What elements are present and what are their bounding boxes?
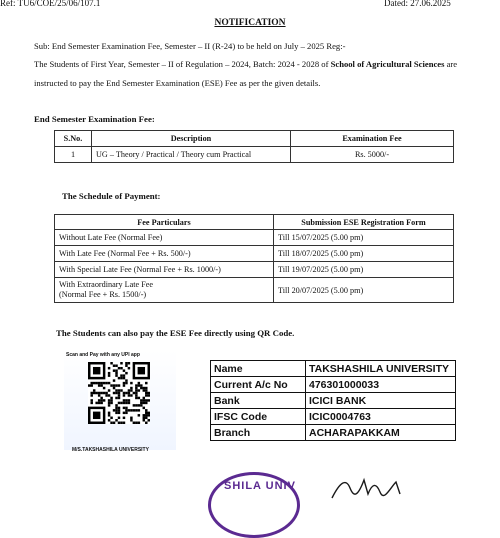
fee-col-fee: Examination Fee xyxy=(291,131,454,147)
schedule-cell-particular: With Late Fee (Normal Fee + Rs. 500/-) xyxy=(55,246,274,262)
fee-table xyxy=(54,130,454,163)
table-row xyxy=(211,393,456,409)
table-row xyxy=(55,246,454,262)
body-text-1: The Students of First Year, Semester – II of Regulation – 2024, Batch: 2024 - 2028 of xyxy=(34,59,331,69)
schedule-table xyxy=(54,214,454,303)
table-row xyxy=(55,230,454,246)
payment-value: ACHARAPAKKAM xyxy=(306,425,456,441)
payment-label: Bank xyxy=(211,393,306,409)
scan-text: Scan and Pay with any UPI app xyxy=(66,352,140,358)
payment-label: Current A/c No xyxy=(211,377,306,393)
body-paragraph xyxy=(34,55,474,93)
schedule-heading: The Schedule of Payment: xyxy=(62,191,161,201)
school-name: School of Agricultural Sciences xyxy=(330,59,445,69)
payment-label: Branch xyxy=(211,425,306,441)
payment-value: ICICI BANK xyxy=(306,393,456,409)
payment-label: Name xyxy=(211,361,306,377)
reference-number: Ref: TU6/COE/25/06/107.1 xyxy=(0,0,101,8)
schedule-table-header xyxy=(55,215,454,230)
table-row xyxy=(55,262,454,278)
fee-cell-sno: 1 xyxy=(55,147,92,163)
schedule-cell-particular: Without Late Fee (Normal Fee) xyxy=(55,230,274,246)
fee-heading: End Semester Examination Fee: xyxy=(34,114,155,124)
payment-value: 476301000033 xyxy=(306,377,456,393)
schedule-cell-particular: With Extraordinary Late Fee (Normal Fee + Rs. 1500/-) xyxy=(55,278,274,303)
fee-cell-amount: Rs. 5000/- xyxy=(291,147,454,163)
schedule-cell-deadline: Till 20/07/2025 (5.00 pm) xyxy=(274,278,454,303)
table-row xyxy=(211,361,456,377)
table-row xyxy=(55,278,454,303)
fee-table-header xyxy=(55,131,454,147)
payment-value: ICIC0004763 xyxy=(306,409,456,425)
payment-value: TAKSHASHILA UNIVERSITY xyxy=(306,361,456,377)
schedule-col-particulars: Fee Particulars xyxy=(55,215,274,230)
payment-details-table xyxy=(210,360,456,441)
body-text-2: are instructed to pay the End Semester Examination (ESE) Fee as per the given details. xyxy=(34,59,458,88)
schedule-col-submission: Submission ESE Registration Form xyxy=(274,215,454,230)
table-row xyxy=(211,377,456,393)
page-title: NOTIFICATION xyxy=(214,18,286,28)
signature-icon xyxy=(330,474,410,500)
schedule-cell-deadline: Till 19/07/2025 (5.00 pm) xyxy=(274,262,454,278)
qr-heading: The Students can also pay the ESE Fee directly using QR Code. xyxy=(56,328,295,338)
date: Dated: 27.06.2025 xyxy=(384,0,451,8)
payment-label: IFSC Code xyxy=(211,409,306,425)
table-row xyxy=(211,425,456,441)
qr-code-icon[interactable] xyxy=(88,362,150,424)
payee-name: M/S.TAKSHASHILA UNIVERSITY xyxy=(72,447,149,453)
seal-text: SHILA UNIV xyxy=(224,480,296,492)
subject-line: Sub: End Semester Examination Fee, Semester – II (R-24) to be held on July – 2025 Reg:- xyxy=(34,41,346,51)
table-row xyxy=(211,409,456,425)
table-row xyxy=(55,147,454,163)
schedule-cell-deadline: Till 18/07/2025 (5.00 pm) xyxy=(274,246,454,262)
fee-col-description: Description xyxy=(92,131,291,147)
schedule-cell-deadline: Till 15/07/2025 (5.00 pm) xyxy=(274,230,454,246)
fee-col-sno: S.No. xyxy=(55,131,92,147)
fee-cell-description: UG – Theory / Practical / Theory cum Practical xyxy=(92,147,291,163)
schedule-cell-particular: With Special Late Fee (Normal Fee + Rs. 1000/-) xyxy=(55,262,274,278)
